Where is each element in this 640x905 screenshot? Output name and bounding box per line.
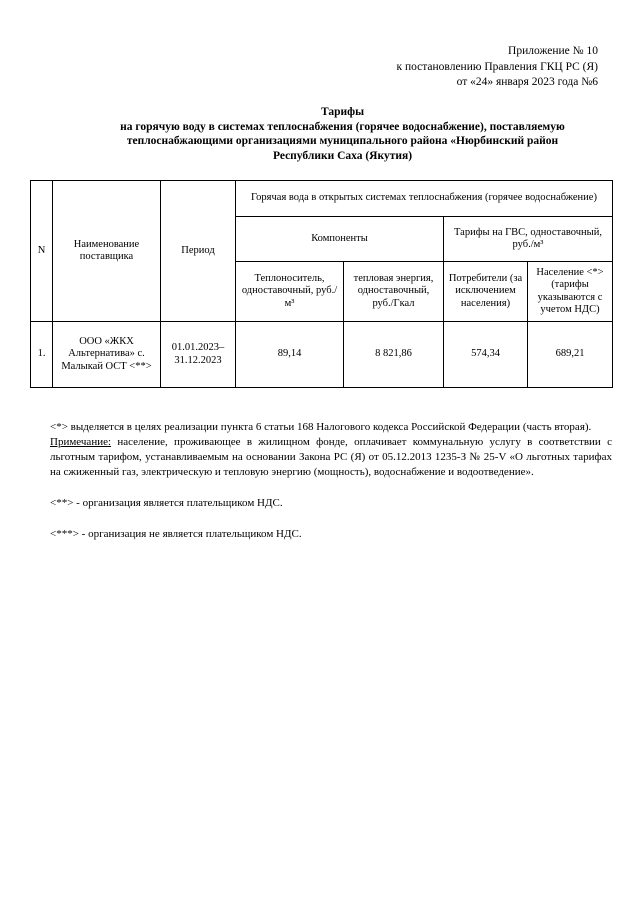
footnote-vat-payer: <**> - организация является плательщиком НДС. (50, 497, 283, 509)
title-line-4: Республики Саха (Якутия) (272, 149, 413, 162)
col-header-supplier: Наименование поставщика (53, 181, 161, 322)
col-header-period: Период (161, 181, 236, 322)
cell-consumers: 574,34 (444, 322, 528, 388)
footnote-vat-allocation: <*> выделяется в целях реализации пункта 6 статьи 168 Налогового кодекса Российской Федерации (часть вторая). (50, 421, 592, 433)
appendix-header (397, 44, 599, 91)
tariff-table (30, 180, 613, 388)
title-line-1: Тарифы (320, 106, 365, 118)
footnote-non-vat-payer: <***> - организация не является плательщиком НДС. (50, 528, 302, 540)
remark-text: население, проживающее в жилищном фонде, оплачивает коммунальную услугу в соответствии с льготным тарифом, устанавливаемым на основании Закона РС (Я) от 05.12.2013 1235-З № 25-V «О льготных тарифах на сжиженный газ, электрическую и тепловую энергию (мощность), водоснабжение и водоотведение». (50, 436, 612, 478)
col-header-heat-energy: тепловая энергия, одноставочный, руб./Гкал (344, 262, 444, 322)
appendix-date: от «24» января 2023 года №6 (456, 76, 598, 88)
table-row (31, 322, 613, 388)
cell-supplier: ООО «ЖКХ Альтернатива» с. Малыкай ОСТ <**> (53, 322, 161, 388)
remark-label: Примечание: (50, 436, 112, 448)
col-header-consumers: Потребители (за исключением населения) (444, 262, 528, 322)
footnotes (50, 420, 612, 542)
col-header-heat-carrier: Теплоноситель, одноставочный, руб./м³ (236, 262, 344, 322)
appendix-number: Приложение № 10 (508, 45, 598, 57)
footnote-remark (50, 435, 612, 480)
cell-period: 01.01.2023–31.12.2023 (161, 322, 236, 388)
col-header-components: Компоненты (236, 217, 444, 262)
cell-n: 1. (31, 322, 53, 388)
cell-population: 689,21 (528, 322, 613, 388)
appendix-resolution: к постановлению Правления ГКЦ РС (Я) (396, 60, 598, 73)
col-header-n: N (31, 181, 53, 322)
col-header-group: Горячая вода в открытых системах теплоснабжения (горячее водоснабжение) (236, 181, 613, 217)
cell-heat-energy: 8 821,86 (344, 322, 444, 388)
col-header-gvs-tariffs: Тарифы на ГВС, одноставочный, руб./м³ (444, 217, 613, 262)
col-header-population: Население <*> (тарифы указываются с учетом НДС) (528, 262, 613, 322)
cell-heat-carrier: 89,14 (236, 322, 344, 388)
title-line-2: на горячую воду в системах теплоснабжения (горячее водоснабжение), поставляемую (120, 120, 565, 133)
title-line-3: теплоснабжающими организациями муниципального района «Нюрбинский район (126, 135, 559, 147)
document-title (70, 105, 615, 163)
